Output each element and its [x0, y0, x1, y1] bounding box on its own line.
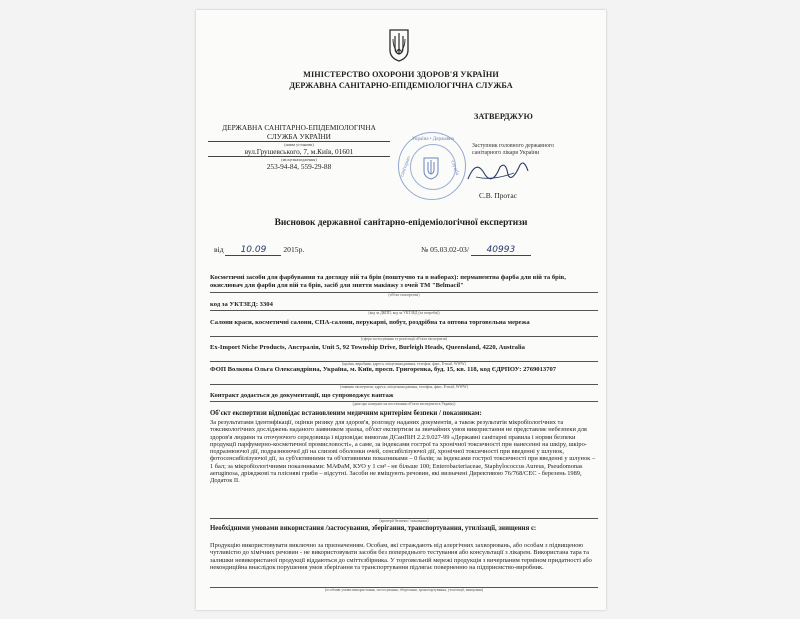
stamp-text-left: санітарно-	[400, 154, 413, 178]
number-handwritten: 40993	[471, 245, 531, 256]
date-year: 2015р.	[283, 245, 305, 254]
date-handwritten: 10.09	[225, 245, 281, 256]
institution-phones: 253-94-84, 559-29-88	[266, 162, 332, 171]
conclusion-caption: (критерії безпеки / показники)	[379, 519, 429, 523]
institution-name-line1: ДЕРЖАВНА САНІТАРНО-ЕПІДЕМІОЛОГІЧНА	[222, 123, 376, 132]
manufacturer-field: Ex-Import Niche Products, Австралія, Unit 5, 92 Township Drive, Burleigh Heads, Queensland, 4220, Australia	[210, 344, 525, 351]
number-prefix: № 05.03.02-03/	[421, 245, 469, 254]
document-page	[196, 10, 606, 610]
stamp-text-top: Україна • Державна	[412, 137, 454, 142]
institution-address-caption: (місцезнаходження)	[281, 157, 317, 162]
usage-caption: (сфера застосування та реалізації об'єкта експертизи)	[360, 337, 448, 341]
applicant-field: ФОП Волкова Ольга Олександрівна, Україна, м. Київ, просп. Григоренка, буд. 15, кв. 118, код ЄДРПОУ: 2769013707	[210, 366, 557, 373]
conclusion-body: За результатами ідентифікації, оцінки ризику для здоров'я, розгляду наданих документів, а також результатів мікробіологічних та токсикологічних досліджень наданого заявником зразка, об'єкт експертизи за звичайних умов використання не представляє небезпеки для здоров'я людини та оточуючого середовища і відповідає вимогам ДСанПіН 2.2.9.027-99 «Державні санітарні правила і норми безпеки продукції парфумерно-косметичної промисловості», а саме, за індексами гострої та хронічної токсичності при нанесенні на шкіру, шкіро-подразнюючої дії, подразнюючої дії на слизові оболонки очей, сенсибілізуючої дії, хронічної токсичності при введенні у шлунок, фотосенсибілізуючої дії, за суб'єктивними та об'єктивними показниками – 0 балів; за індексами гострої токсичності при введенні у шлунок – 1 бал; за мікробіологічними показниками: МАФаМ, КУО у 1 см³ - не більше 100; Enterobacteriaceae, Staphylococcus Aureus, Pseudomonas aeruginosa, дріжджові та плісняві гриби – відсутні. Засоби не вміщують речовин, які визначені Директивою 76/768/СЕС - березень 1989, Додаток II.	[210, 419, 596, 484]
documents-caption: (дані про контракт на постачання об'єкта експертизи в Україну)	[352, 402, 456, 406]
stamp-emblem-icon	[422, 156, 440, 180]
usage-field: Салони краси, косметичні салони, СПА-салони, перукарні, побут, роздрібна та оптова торговельна мережа	[210, 319, 530, 326]
date-prefix: від	[214, 245, 224, 254]
documents-field: Контракт додається до документації, що супроводжує вантаж	[210, 392, 394, 399]
date-row	[214, 245, 304, 256]
manufacturer-caption: (країна, виробник, адреса, місцезнаходження, телефон, факс, E-mail, WWW)	[342, 362, 466, 366]
stamp-text-right: служба	[449, 160, 460, 177]
institution-name-line2: СЛУЖБА УКРАЇНИ	[208, 132, 390, 142]
signer-name: С.В. Протас	[479, 191, 517, 200]
code-field: код за УКТЗЕД: 3304	[210, 301, 273, 308]
institution-name-caption: (назва установи)	[284, 142, 314, 147]
conditions-lead: Необхідними умовами використання /застосування, зберігання, транспортування, утилізації, знищення є:	[210, 525, 537, 532]
ministry-title: МІНІСТЕРСТВО ОХОРОНИ ЗДОРОВ'Я УКРАЇНИ	[303, 70, 499, 79]
page-title: Висновок державної санітарно-епідеміологічної експертизи	[274, 218, 528, 228]
institution-address: вул.Грушевського, 7, м.Київ, 01601	[208, 147, 390, 157]
service-title: ДЕРЖАВНА САНІТАРНО-ЕПІДЕМІОЛОГІЧНА СЛУЖБА	[289, 81, 513, 90]
conditions-caption: (особливі умови використання, застосування, зберігання, транспортування, утилізації, знищення)	[325, 588, 483, 592]
conclusion-lead: Об'єкт експертизи відповідає встановленим медичним критеріям безпеки / показникам:	[210, 410, 482, 417]
number-row	[421, 245, 531, 256]
handwritten-signature	[462, 153, 532, 187]
applicant-caption: (заявник експертизи, адреса, місцезнаходження, телефон, факс, E-mail, WWW)	[340, 385, 468, 389]
institution-block	[208, 123, 390, 171]
object-caption: (об'єкт експертизи)	[388, 293, 420, 297]
object-field: Косметичні засоби для фарбування та догляду вій та брів (поштучно та в наборах): перманентна фарба для вій та брів, окислювач для фарби для вій та брів, засіб для зняття макіяжу з очей ТМ "Belmacil"	[210, 274, 566, 290]
conditions-body: Продукцію використовувати виключно за призначенням. Особам, які страждають від алергічних захворювань, або особам з підвищеною чутливістю до хімічних речовин - не використовувати засоби без попереднього тестування або консультації з лікарем. Використана тара та залишки невикористаної продукції віддаються до сміттєзбірника. У торговельній мережі продукція з вичерпаним терміном придатності або некондиційна внаслідок порушення умов зберігання та транспортування підлягає поверненню на підприємство-виробник.	[210, 542, 592, 571]
approve-label: ЗАТВЕРДЖУЮ	[474, 112, 533, 121]
code-caption: (код за ДКПП, код за УКТЗЕД (за потреби))	[368, 311, 440, 315]
trident-emblem-icon	[388, 28, 410, 62]
approver-position: Заступник головного державного санітарного лікаря України	[472, 143, 555, 156]
